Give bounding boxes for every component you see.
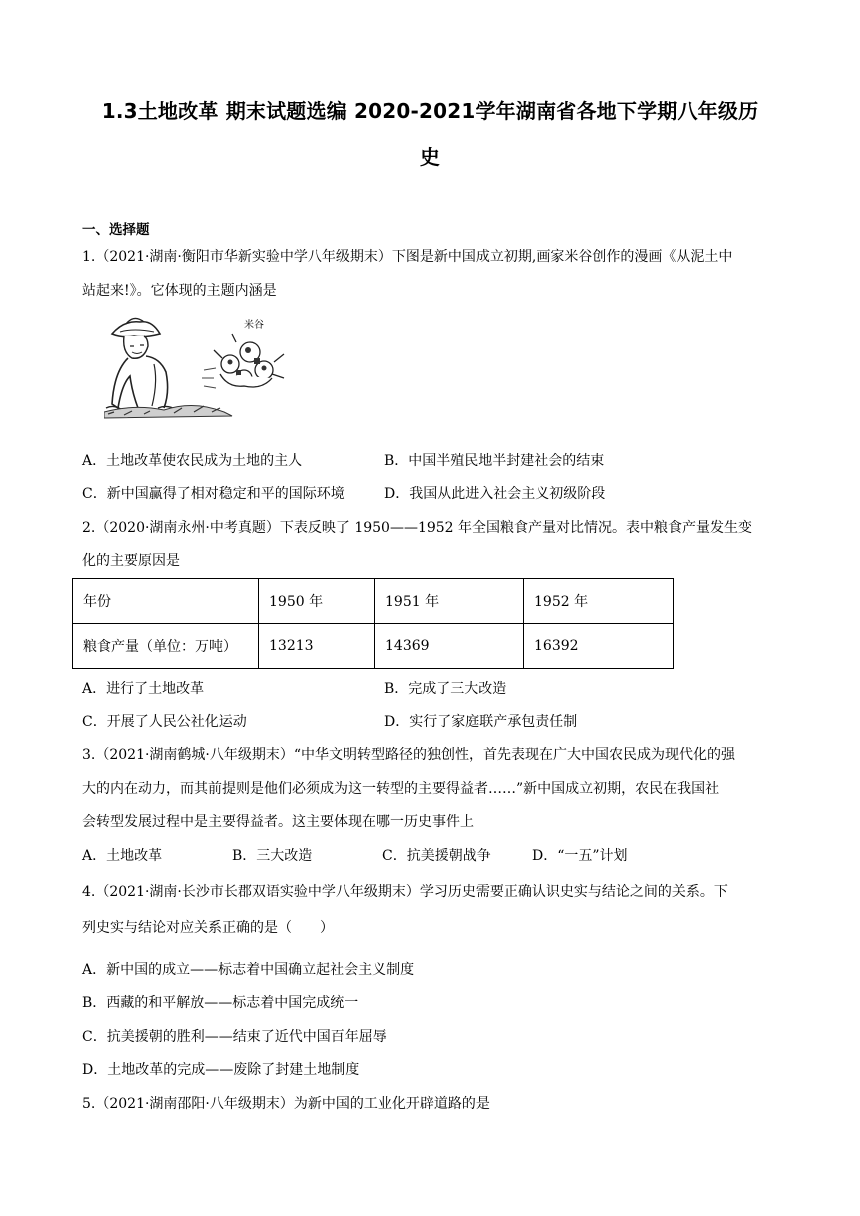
q2-option-c: C．开展了人民公社化运动: [82, 714, 247, 730]
q3-option-c: C．抗美援朝战争: [382, 848, 491, 864]
grain-output-table: [72, 578, 674, 669]
q3-stem-line-1: 3.（2021·湖南鹤城·八年级期末）“中华文明转型路径的独创性，首先表现在广大中国农民成为现代化的强: [82, 747, 736, 763]
table-header-row: [73, 579, 674, 624]
table-cell: 13213: [259, 624, 375, 669]
section-heading: 一、选择题: [82, 222, 150, 238]
q1-option-b: B．中国半殖民地半封建社会的结束: [384, 453, 605, 469]
q4-stem-line-1: 4.（2021·湖南·长沙市长郡双语实验中学八年级期末）学习历史需要正确认识史实与结论之间的关系。下: [82, 884, 728, 900]
q3-stem-line-3: 会转型发展过程中是主要得益者。这主要体现在哪一历史事件上: [82, 814, 474, 830]
table-cell: 16392: [524, 624, 674, 669]
document-title: [70, 88, 790, 180]
q1-option-c: C．新中国赢得了相对稳定和平的国际环境: [82, 486, 345, 502]
table-cell: 1952 年: [524, 579, 674, 624]
q4-option-b: B．西藏的和平解放——标志着中国完成统一: [82, 995, 359, 1011]
q3-option-a: A．土地改革: [82, 848, 163, 864]
q4-option-d: D．土地改革的完成——废除了封建土地制度: [82, 1062, 360, 1078]
q3-stem-line-2: 大的内在动力，而其前提则是他们必须成为这一转型的主要得益者……”新中国成立初期，农民在我国社: [82, 781, 720, 797]
table-cell: 粮食产量（单位：万吨）: [73, 624, 259, 669]
table-cell: 1951 年: [375, 579, 524, 624]
q1-stem-line-2: 站起来!》。它体现的主题内涵是: [82, 283, 277, 299]
q3-option-b: B．三大改造: [232, 848, 313, 864]
table-cell: 14369: [375, 624, 524, 669]
q1-option-d: D．我国从此进入社会主义初级阶段: [384, 486, 606, 502]
q2-option-d: D．实行了家庭联产承包责任制: [384, 714, 578, 730]
table-row: [73, 624, 674, 669]
q2-stem-line-1: 2.（2020·湖南永州·中考真题）下表反映了 1950——1952 年全国粮食产量对比情况。表中粮食产量发生变: [82, 520, 753, 536]
table-cell: 年份: [73, 579, 259, 624]
q5-stem-line-1: 5.（2021·湖南邵阳·八年级期末）为新中国的工业化开辟道路的是: [82, 1096, 490, 1112]
q2-option-b: B．完成了三大改造: [384, 681, 507, 697]
cartoon-illustration: [104, 312, 304, 422]
q4-option-c: C．抗美援朝的胜利——结束了近代中国百年屈辱: [82, 1029, 387, 1045]
table-cell: 1950 年: [259, 579, 375, 624]
q2-stem-line-2: 化的主要原因是: [82, 553, 180, 569]
q2-option-a: A．进行了土地改革: [82, 681, 205, 697]
cartoon-signature: 米谷: [244, 320, 264, 331]
q1-option-a: A．土地改革使农民成为土地的主人: [82, 453, 303, 469]
title-line-1: 1.3土地改革 期末试题选编 2020-2021学年湖南省各地下学期八年级历: [101, 99, 759, 123]
q3-option-d: D．“一五”计划: [532, 848, 628, 864]
title-line-2: 史: [419, 145, 441, 169]
q1-stem-line-1: 1.（2021·湖南·衡阳市华新实验中学八年级期末）下图是新中国成立初期,画家米谷创作的漫画《从泥土中: [82, 249, 733, 265]
q4-stem-line-2: 列史实与结论对应关系正确的是（ ）: [82, 920, 334, 936]
q4-option-a: A．新中国的成立——标志着中国确立起社会主义制度: [82, 962, 415, 978]
